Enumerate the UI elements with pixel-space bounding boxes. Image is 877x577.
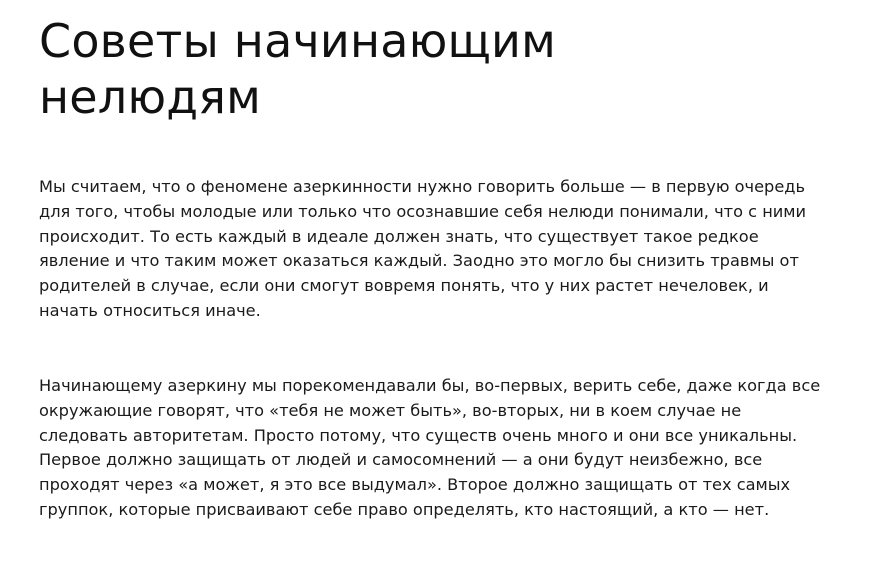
article-title: Советы начинающим нелюдям	[39, 14, 557, 124]
article	[39, 0, 839, 519]
article-paragraph-1: Мы считаем, что о феномене азеркинности нужно говорить больше — в первую очередь для того, чтобы молодые или только что осознавшие себя нелюди понимали, что с ними происходит. То есть каждый в идеале должен знать, что существует такое редкое явление и что таким может оказаться каждый. Заодно это могло бы снизить травмы от родителей в случае, если они смогут вовремя понять, что у них растет нечеловек, и начать относиться иначе.	[39, 177, 807, 320]
article-paragraph-2: Начинающему азеркину мы порекомендавали бы, во-первых, верить себе, даже когда все окружающие говорят, что «тебя не может быть», во-вторых, ни в коем случае не следовать авторитетам. Просто потому, что существ очень много и они все уникальны. Первое должно защищать от людей и самосомнений — а они будут неизбежно, все проходят через «а может, я это все выдумал». Второе должно защищать от тех самых группок, которые присваивают себе право определять, кто настоящий, а кто — нет.	[39, 376, 821, 519]
